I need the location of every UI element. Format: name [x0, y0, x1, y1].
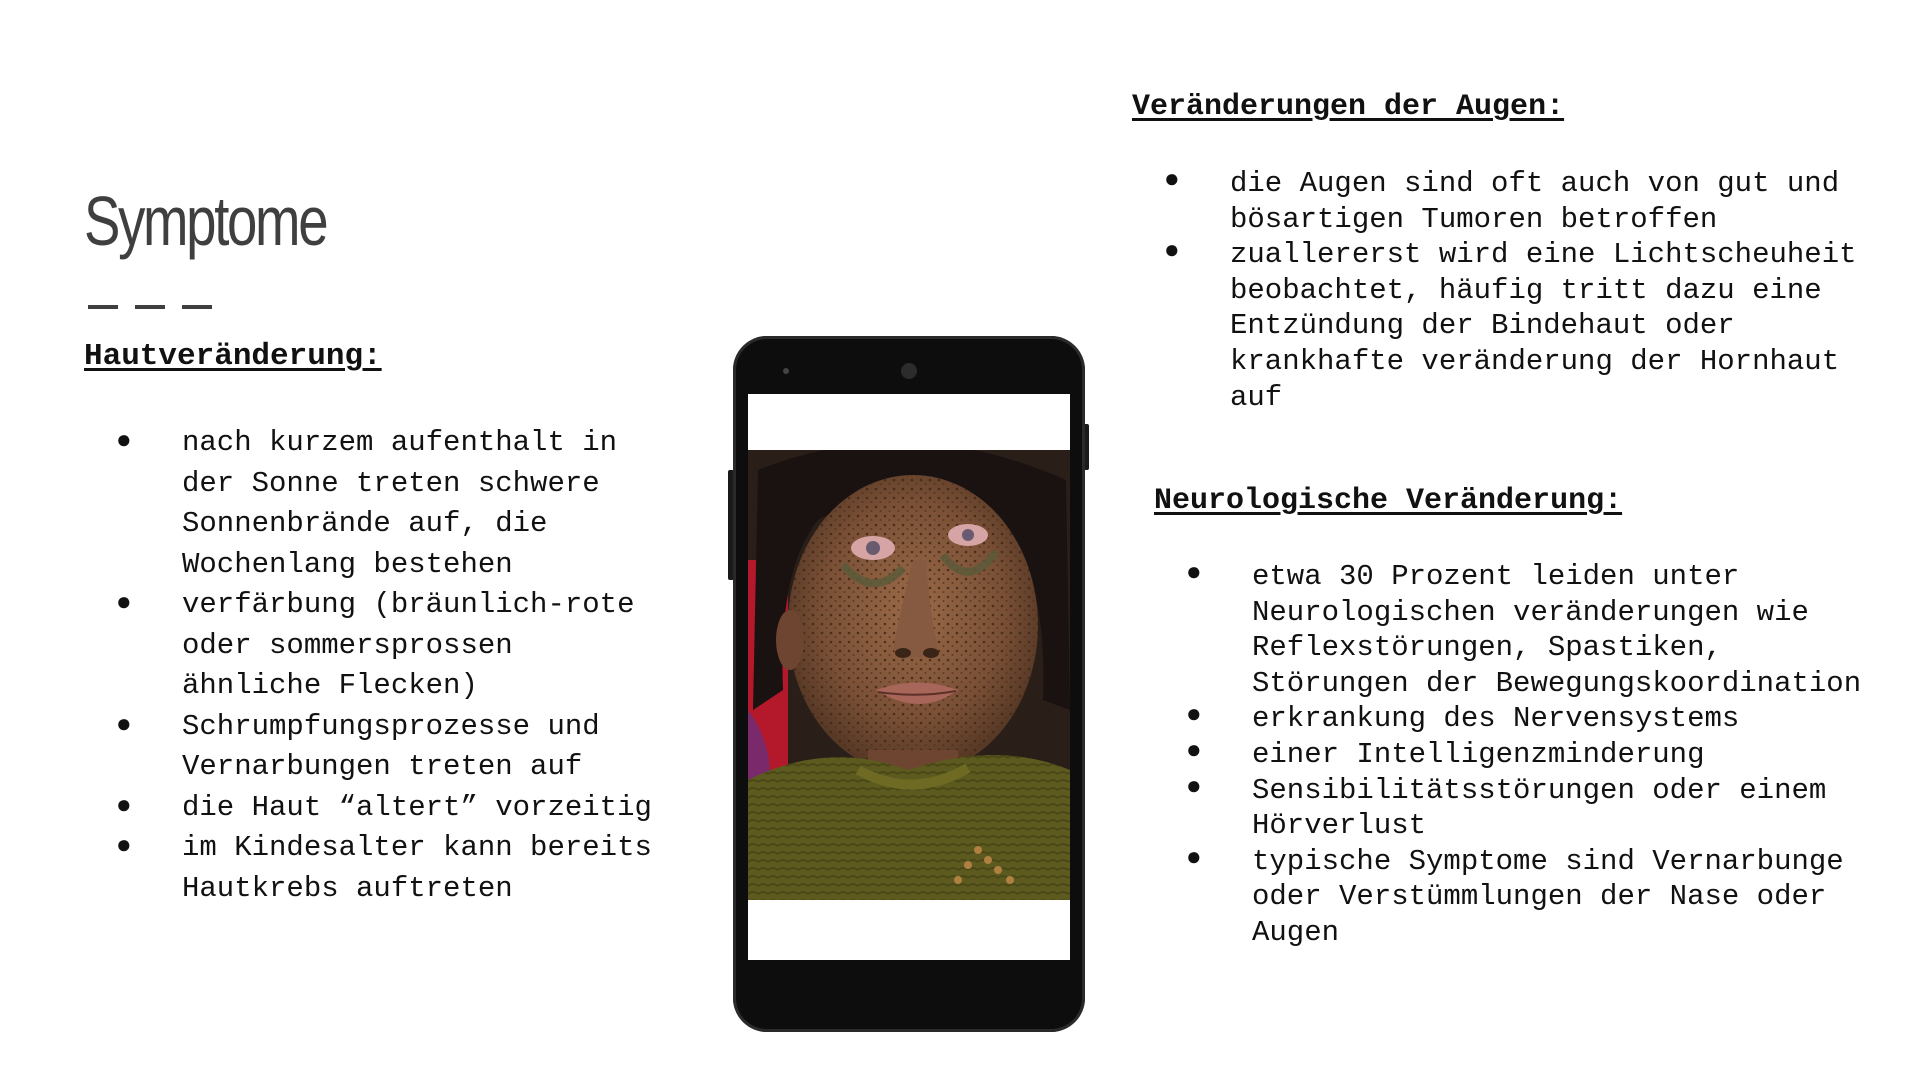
neuro-heading: Neurologische Veränderung: — [1154, 484, 1623, 518]
bullet-icon: ● — [1186, 700, 1202, 731]
list-item-text: zuallererst wird eine Lichtscheuheit beobachtet, häufig tritt dazu eine Entzündung der Bindehaut oder krankhafte veränderung der Hornhaut auf — [1230, 238, 1857, 414]
bullet-icon: ● — [1164, 236, 1180, 267]
patient-photo — [748, 450, 1070, 900]
bullet-icon: ● — [116, 790, 132, 821]
phone-screen — [748, 394, 1070, 960]
list-item-text: typische Symptome sind Vernarbunge oder Verstümmlungen der Nase oder Augen — [1252, 844, 1844, 949]
bullet-icon: ● — [1186, 735, 1202, 766]
bullet-icon: ● — [1186, 771, 1202, 802]
phone-camera-icon — [901, 363, 917, 379]
list-item — [116, 828, 662, 909]
list-item — [1164, 165, 1890, 237]
list-item-text: Schrumpfungsprozesse und Vernarbungen treten auf — [182, 709, 600, 783]
eyes-symptom-list — [1164, 165, 1890, 415]
bullet-icon: ● — [1186, 842, 1202, 873]
phone-mockup — [733, 336, 1085, 1032]
list-item-text: verfärbung (bräunlich-rote oder sommersprossen ähnliche Flecken) — [182, 588, 635, 702]
bullet-icon: ● — [116, 709, 132, 740]
bullet-icon: ● — [116, 831, 132, 861]
list-item — [116, 707, 662, 788]
bullet-icon: ● — [116, 588, 132, 618]
list-item — [1186, 842, 1892, 951]
list-item-text: Sensibilitätsstörungen oder einem Hörverlust — [1252, 773, 1827, 843]
skin-symptom-list — [116, 423, 662, 909]
title-dash-divider — [88, 305, 212, 309]
neuro-symptom-list — [1186, 558, 1892, 951]
list-item-text: im Kindesalter kann bereits Hautkrebs auftreten — [182, 831, 652, 905]
list-item-text: erkrankung des Nervensystems — [1252, 702, 1740, 736]
list-item-text: die Haut “altert” vorzeitig — [182, 790, 652, 824]
list-item — [116, 788, 662, 829]
list-item-text: einer Intelligenzminderung — [1252, 737, 1705, 771]
list-item-text: die Augen sind oft auch von gut und bösartigen Tumoren betroffen — [1230, 167, 1840, 236]
list-item — [1186, 700, 1892, 737]
eyes-heading: Veränderungen der Augen: — [1132, 90, 1565, 124]
list-item — [1186, 735, 1892, 773]
list-item-text: nach kurzem aufenthalt in der Sonne treten schwere Sonnenbrände auf, die Wochenlang bestehen — [182, 426, 618, 581]
bullet-icon: ● — [1164, 165, 1180, 195]
list-item — [116, 585, 662, 707]
list-item-text: etwa 30 Prozent leiden unter Neurologischen veränderungen wie Reflexstörungen, Spastiken, Störungen der Bewegungskoordination — [1252, 560, 1862, 700]
list-item — [1186, 771, 1892, 844]
list-item — [1186, 558, 1892, 701]
skin-heading: Hautveränderung: — [84, 339, 382, 374]
list-item — [116, 423, 662, 585]
phone-sensor-dot — [783, 368, 789, 374]
page-title: Symptome — [84, 182, 327, 260]
bullet-icon: ● — [1186, 558, 1202, 588]
list-item — [1164, 236, 1890, 415]
bullet-icon: ● — [116, 426, 132, 456]
